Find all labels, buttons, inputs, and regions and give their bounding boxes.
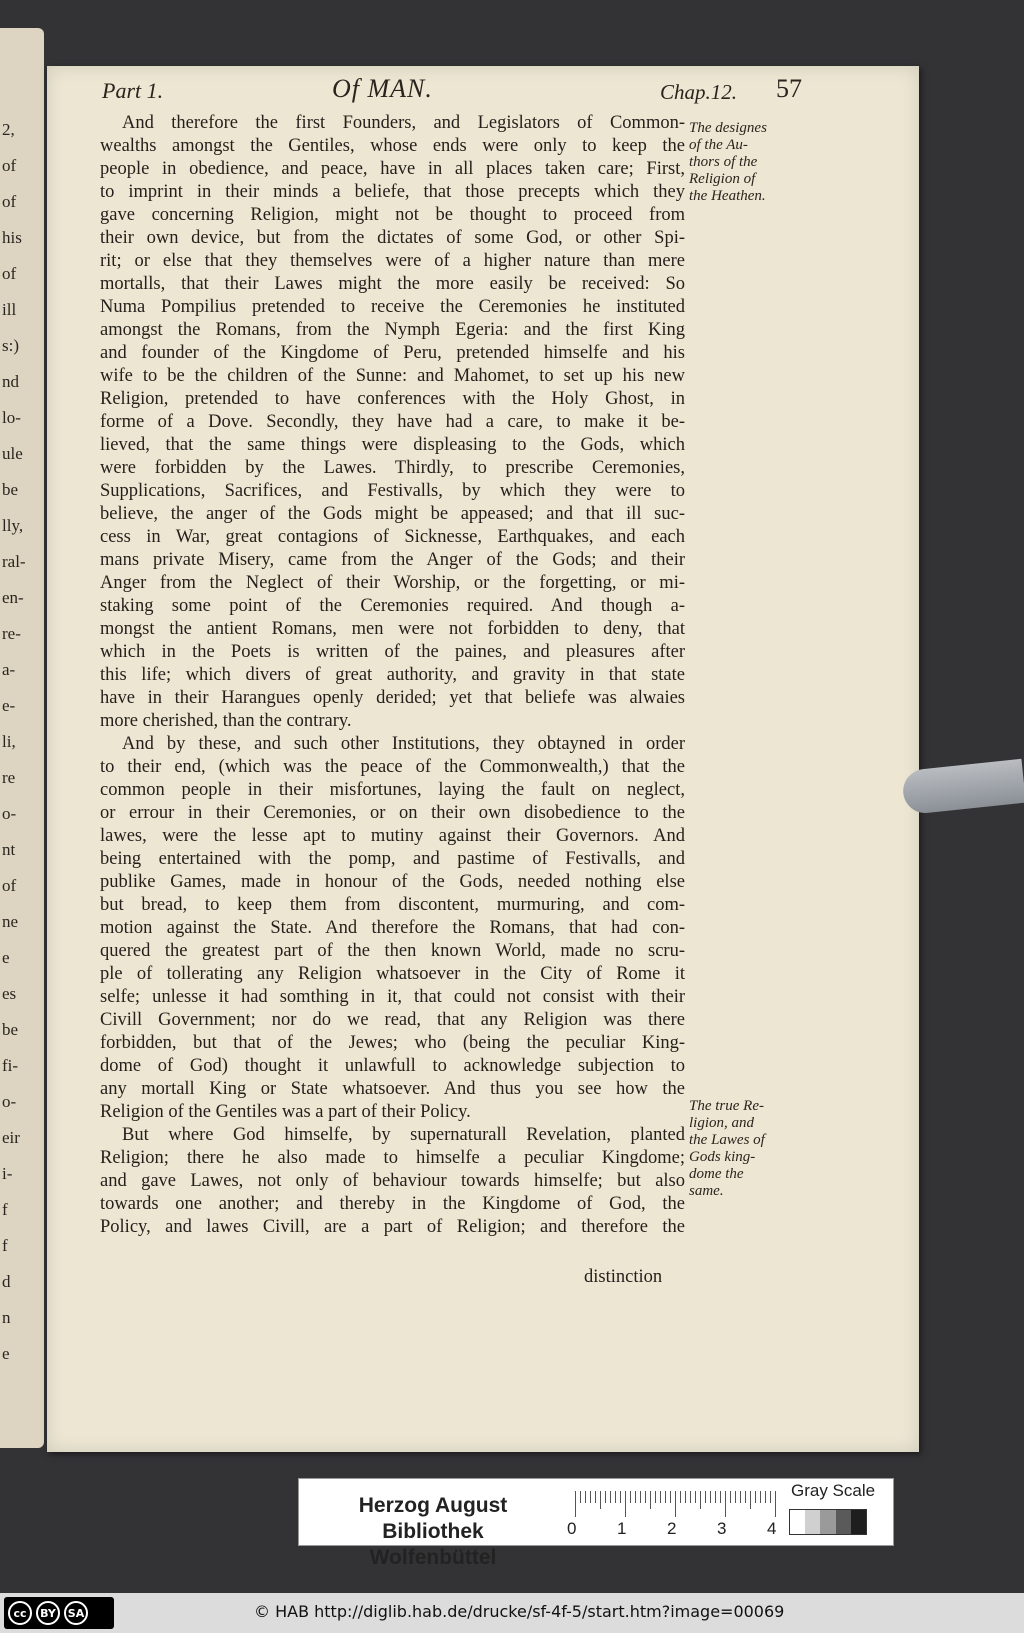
margin-note-line: ligion, and: [689, 1115, 755, 1131]
ruler-tick: [585, 1491, 586, 1503]
margin-note-line: thors of the: [689, 154, 758, 170]
ruler-number: 1: [617, 1519, 627, 1538]
ruler-number: 2: [667, 1519, 677, 1538]
text-line: forme of a Dove. Secondly, they have had a care, to make it be-: [100, 412, 685, 432]
part-label: Part 1.: [102, 78, 164, 103]
text-line: ple of tollerating any Religion whatsoever in the City of Rome it: [100, 964, 685, 984]
text-line: forbidden, but that of the Jewes; who (being the peculiar King-: [100, 1033, 685, 1053]
copyright-bar: [0, 1593, 1024, 1633]
facing-page-fragment: be: [2, 480, 19, 499]
running-head: [100, 74, 800, 104]
facing-page-fragment: of: [2, 156, 17, 175]
ruler-tick: [605, 1491, 606, 1503]
ruler-number: 3: [717, 1519, 727, 1538]
gray-step: [820, 1510, 835, 1534]
ruler-tick: [665, 1491, 666, 1503]
sa-icon: SA: [64, 1601, 88, 1625]
ruler-tick: [640, 1491, 641, 1503]
facing-page-fragment: f: [2, 1200, 8, 1219]
text-line: motion against the State. And therefore the Romans, that had con-: [100, 918, 685, 938]
facing-page-fragment: ral-: [2, 552, 26, 571]
margin-note-designes: [689, 120, 785, 205]
ruler-tick: [750, 1491, 751, 1509]
facing-page-fragment: e: [2, 948, 10, 967]
chapter-label: Chap.12.: [660, 80, 738, 104]
text-line: publike Games, made in honour of the Gods, needed nothing else: [100, 872, 685, 892]
margin-note-line: the Lawes of: [689, 1132, 765, 1148]
ruler-tick: [620, 1491, 621, 1503]
margin-note-line: dome the: [689, 1166, 744, 1182]
facing-page-fragment: es: [2, 984, 17, 1003]
margin-note-line: The designes: [689, 120, 767, 136]
ruler-tick: [700, 1491, 701, 1509]
ruler-tick: [650, 1491, 651, 1509]
text-line: mortalls, that their Lawes might the more easily be received: So: [100, 274, 685, 294]
facing-page-fragment: his: [2, 228, 22, 247]
section-title: Of MAN.: [332, 74, 433, 103]
ruler-tick: [690, 1491, 691, 1503]
ruler-tick: [740, 1491, 741, 1503]
cc-icon: cc: [8, 1601, 32, 1625]
text-line: rit; or else that they themselves were of a higher nature than mere: [100, 251, 685, 271]
facing-page-fragment: be: [2, 1020, 19, 1039]
facing-page-fragment: o-: [2, 1092, 17, 1111]
text-line: or errour in their Ceremonies, or on their own disobedience to the: [100, 803, 685, 823]
text-line: Policy, and lawes Civill, are a part of Religion; and therefore the: [100, 1217, 685, 1237]
facing-page-fragment: f: [2, 1236, 8, 1255]
ruler-tick: [635, 1491, 636, 1503]
text-line: believe, the anger of the Gods might be appeased; and that ill suc-: [100, 504, 685, 524]
ruler-tick: [580, 1491, 581, 1503]
text-line: Supplications, Sacrifices, and Festivalls, by which they were to: [100, 481, 685, 501]
ruler-tick: [645, 1491, 646, 1503]
ruler-tick: [630, 1491, 631, 1503]
text-line: mongst the antient Romans, men were not forbidden to deny, that: [100, 619, 685, 639]
text-line: gave concerning Religion, might not be thought to proceed from: [100, 205, 685, 225]
main-text: [100, 112, 685, 1239]
facing-page-fragment: re: [2, 768, 16, 787]
library-name: [313, 1493, 553, 1571]
cc-license-badge[interactable]: [4, 1597, 114, 1629]
facing-page-fragment: e: [2, 1344, 10, 1363]
facing-page-fragment: e-: [2, 696, 16, 715]
text-line: which in the Poets is written of the paines, and pleasures after: [100, 642, 685, 662]
color-calibration-strip: [298, 1478, 894, 1569]
catchword: distinction: [584, 1267, 663, 1287]
facing-page-fragment: re-: [2, 624, 21, 643]
text-line: towards one another; and thereby in the Kingdome of God, the: [100, 1194, 685, 1214]
facing-page-fragment: fi-: [2, 1056, 19, 1075]
ruler-tick: [575, 1491, 576, 1517]
gray-step: [805, 1510, 820, 1534]
margin-note-line: same.: [689, 1183, 724, 1199]
ruler-number: 0: [567, 1519, 577, 1538]
text-line: but bread, to keep them from discontent, murmuring, and com-: [100, 895, 685, 915]
ruler-tick: [730, 1491, 731, 1503]
page-marker-tab: [901, 759, 1024, 815]
ruler-tick: [775, 1491, 776, 1517]
ruler-tick: [660, 1491, 661, 1503]
facing-page-fragment: n: [2, 1308, 11, 1327]
text-line: cess in War, great contagions of Sicknesse, Earthquakes, and each: [100, 527, 685, 547]
ruler-tick: [760, 1491, 761, 1503]
text-line: common people in their misfortunes, laying the fault on neglect,: [100, 780, 685, 800]
text-line: mans private Misery, came from the Anger of the Gods; and their: [100, 550, 685, 570]
text-line: lawes, were the lesse apt to mutiny against their Governors. And: [100, 826, 685, 846]
ruler-tick: [590, 1491, 591, 1503]
text-line: dome of God) thought it unlawfull to acknowledge subjection to: [100, 1056, 685, 1076]
gray-step: [851, 1510, 866, 1534]
ruler-tick: [670, 1491, 671, 1503]
text-line: people in obedience, and peace, have in all places taken care; First,: [100, 159, 685, 179]
text-line: But where God himselfe, by supernaturall Revelation, planted: [122, 1125, 685, 1145]
facing-page-fragment: ill: [2, 300, 17, 319]
by-icon: BY: [36, 1601, 60, 1625]
margin-note-line: Religion of: [689, 171, 756, 187]
facing-page-fragment: ule: [2, 444, 23, 463]
margin-note-line: the Heathen.: [689, 188, 766, 204]
text-line: to their end, (which was the peace of the Commonwealth,) that the: [100, 757, 685, 777]
text-line: Anger from the Neglect of their Worship, or the forgetting, or mi-: [100, 573, 685, 593]
text-line: selfe; unlesse it had somthing in it, that could not consist with their: [100, 987, 685, 1007]
text-line: being entertained with the pomp, and pastime of Festivalls, and: [100, 849, 685, 869]
text-line: Civill Government; nor do we read, that any Religion was there: [100, 1010, 685, 1030]
text-line: have in their Harangues openly derided; yet that beliefe was alwaies: [100, 688, 685, 708]
text-line: wealths amongst the Gentiles, whose ends were only to keep the: [100, 136, 685, 156]
library-name-line2: Wolfenbüttel: [369, 1546, 497, 1569]
text-line: Religion of the Gentiles was a part of their Policy.: [100, 1102, 471, 1122]
facing-page-fragment: of: [2, 876, 17, 895]
text-line: their own device, but from the dictates of some God, or other Spi-: [100, 228, 685, 248]
facing-page-fragment: 2,: [2, 120, 15, 139]
text-line: more cherished, than the contrary.: [100, 711, 352, 731]
ruler-tick: [595, 1491, 596, 1503]
gray-step: [790, 1510, 805, 1534]
source-url[interactable]: © HAB http://diglib.hab.de/drucke/sf-4f-5/start.htm?image=00069: [254, 1602, 785, 1621]
ruler-tick: [755, 1491, 756, 1503]
ruler-tick: [625, 1491, 626, 1517]
gray-scale-bar: [789, 1509, 867, 1535]
page-number: 57: [776, 74, 802, 103]
ruler-number: 4: [767, 1519, 777, 1538]
margin-note-true-religion: [689, 1098, 785, 1200]
facing-page-fragment: lo-: [2, 408, 21, 427]
ruler-scale: [575, 1491, 785, 1517]
facing-page-fragment: li,: [2, 732, 16, 751]
facing-page-edge: [0, 28, 44, 1448]
text-line: staking some point of the Ceremonies required. And though a-: [100, 596, 685, 616]
facing-page-fragment: lly,: [2, 516, 24, 535]
ruler-tick: [745, 1491, 746, 1503]
library-name-line1: Herzog August Bibliothek: [358, 1494, 508, 1543]
facing-page-fragment: of: [2, 192, 17, 211]
margin-note-line: Gods king-: [689, 1149, 756, 1165]
ruler-tick: [675, 1491, 676, 1517]
ruler-tick: [765, 1491, 766, 1503]
text-line: were forbidden by the Lawes. Thirdly, to prescribe Ceremonies,: [100, 458, 685, 478]
ruler-tick: [710, 1491, 711, 1503]
ruler-tick: [695, 1491, 696, 1503]
text-line: Religion, pretended to have conferences with the Holy Ghost, in: [100, 389, 685, 409]
facing-page-fragment: i-: [2, 1164, 13, 1183]
ruler-tick: [615, 1491, 616, 1503]
text-line: this life; which divers of great authority, and gravity in that state: [100, 665, 685, 685]
text-line: And by these, and such other Institutions, they obtayned in order: [122, 734, 685, 754]
facing-page-fragment: eir: [2, 1128, 20, 1147]
ruler-tick: [715, 1491, 716, 1503]
text-line: any mortall King or State whatsoever. And thus you see how the: [100, 1079, 685, 1099]
facing-page-fragment: o-: [2, 804, 17, 823]
facing-page-fragment: a-: [2, 660, 16, 679]
text-line: and founder of the Kingdome of Peru, pretended himselfe and his: [100, 343, 685, 363]
text-line: Numa Pompilius pretended to receive the Ceremonies he instituted: [100, 297, 685, 317]
ruler-tick: [720, 1491, 721, 1503]
margin-note-line: of the Au-: [689, 137, 748, 153]
facing-page-fragment: nt: [2, 840, 16, 859]
ruler-tick: [735, 1491, 736, 1503]
text-line: And therefore the first Founders, and Legislators of Common-: [122, 113, 685, 133]
text-line: quered the greatest part of the then known World, made no scru-: [100, 941, 685, 961]
gray-scale-label: Gray Scale: [791, 1481, 876, 1500]
ruler-tick: [655, 1491, 656, 1503]
text-line: and gave Lawes, not only of behaviour towards himselfe; but also: [100, 1171, 685, 1191]
facing-page-fragment: d: [2, 1272, 11, 1291]
text-line: Religion; there he also made to himselfe a peculiar Kingdome;: [100, 1148, 685, 1168]
margin-note-line: The true Re-: [689, 1098, 764, 1114]
text-line: to imprint in their minds a beliefe, that those precepts which they: [100, 182, 685, 202]
text-line: wife to be the children of the Sunne: and Mahomet, to set up his new: [100, 366, 685, 386]
text-line: amongst the Romans, from the Nymph Egeria: and the first King: [100, 320, 685, 340]
ruler-tick: [705, 1491, 706, 1503]
ruler-tick: [770, 1491, 771, 1503]
facing-page-fragment: ne: [2, 912, 19, 931]
ruler-tick: [600, 1491, 601, 1509]
ruler-tick: [680, 1491, 681, 1503]
facing-page-fragment: s:): [2, 336, 19, 355]
facing-page-fragment: of: [2, 264, 17, 283]
text-line: lieved, that the same things were displeasing to the Gods, which: [100, 435, 685, 455]
ruler-tick: [610, 1491, 611, 1503]
facing-page-fragment: nd: [2, 372, 19, 391]
ruler-tick: [685, 1491, 686, 1503]
gray-step: [836, 1510, 851, 1534]
ruler-tick: [725, 1491, 726, 1517]
facing-page-fragment: en-: [2, 588, 24, 607]
